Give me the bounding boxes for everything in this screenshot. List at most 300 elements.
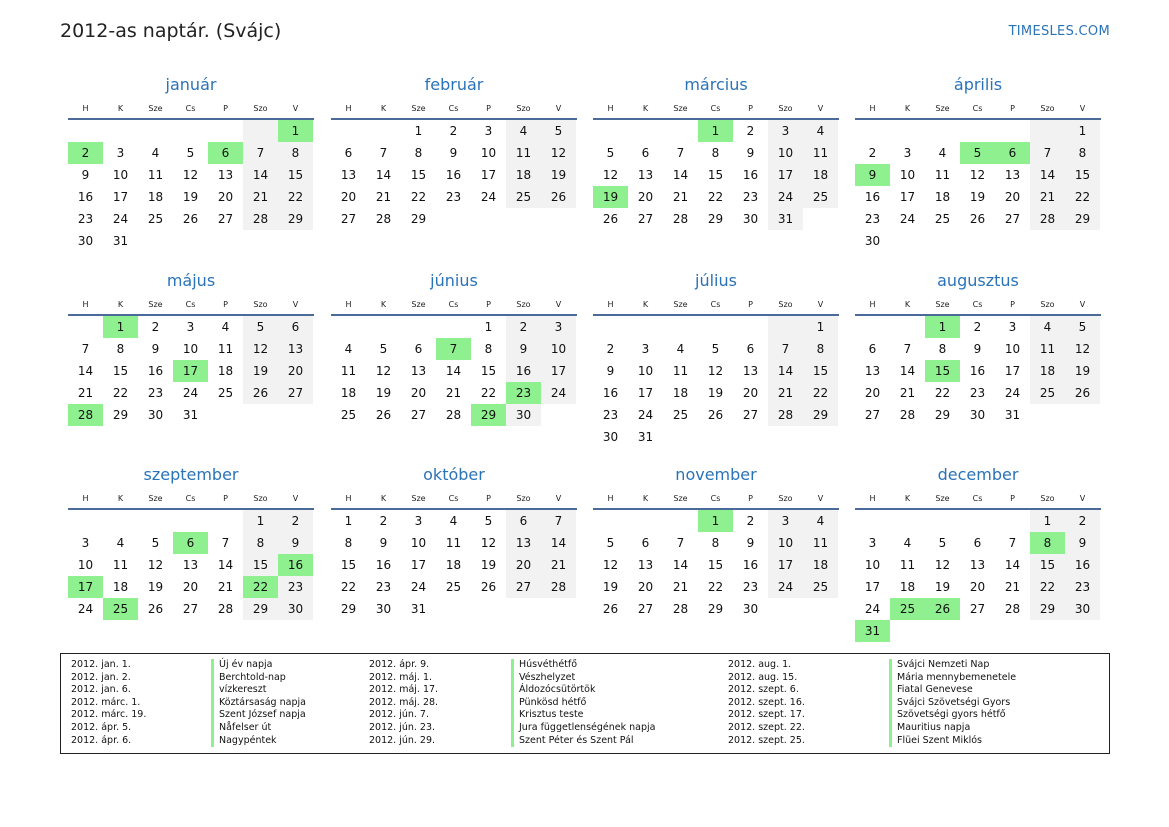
day-cell[interactable]: 28 — [1030, 208, 1065, 230]
day-cell[interactable]: 28 — [1004, 602, 1021, 616]
day-cell[interactable]: 11 — [445, 536, 462, 550]
day-cell[interactable]: 15 — [112, 364, 129, 378]
day-cell[interactable]: 27 — [864, 408, 881, 422]
day-cell[interactable]: 10 — [637, 364, 654, 378]
day-cell[interactable]: 26 — [969, 212, 986, 226]
day-cell[interactable]: 3 — [768, 510, 803, 532]
day-cell[interactable]: 19 — [147, 580, 164, 594]
day-cell[interactable]: 26 — [602, 602, 619, 616]
day-cell[interactable]: 11 — [217, 342, 234, 356]
day-cell[interactable]: 22 — [707, 190, 724, 204]
day-cell[interactable]: 19 — [243, 360, 278, 382]
day-cell[interactable]: 14 — [217, 558, 234, 572]
day-cell[interactable]: 14 — [899, 364, 916, 378]
day-cell[interactable]: 5 — [960, 142, 995, 164]
day-cell[interactable]: 8 — [803, 338, 838, 360]
day-cell[interactable]: 30 — [278, 598, 313, 620]
day-cell[interactable]: 4 — [344, 342, 353, 356]
day-cell[interactable]: 30 — [742, 602, 759, 616]
day-cell[interactable]: 15 — [707, 558, 724, 572]
day-cell[interactable]: 1 — [414, 124, 423, 138]
day-cell[interactable]: 19 — [934, 580, 951, 594]
day-cell[interactable]: 27 — [182, 602, 199, 616]
day-cell[interactable]: 13 — [637, 558, 654, 572]
day-cell[interactable]: 21 — [445, 386, 462, 400]
day-cell[interactable]: 16 — [742, 558, 759, 572]
day-cell[interactable]: 27 — [742, 408, 759, 422]
day-cell[interactable]: 18 — [340, 386, 357, 400]
day-cell[interactable]: 22 — [112, 386, 129, 400]
day-cell[interactable]: 23 — [864, 212, 881, 226]
day-cell[interactable]: 10 — [112, 168, 129, 182]
day-cell[interactable]: 22 — [934, 386, 951, 400]
day-cell[interactable]: 1 — [925, 316, 960, 338]
day-cell[interactable]: 20 — [864, 386, 881, 400]
day-cell[interactable]: 4 — [151, 146, 160, 160]
day-cell[interactable]: 18 — [445, 558, 462, 572]
day-cell[interactable]: 20 — [1004, 190, 1021, 204]
day-cell[interactable]: 22 — [278, 186, 313, 208]
day-cell[interactable]: 5 — [541, 120, 576, 142]
day-cell[interactable]: 20 — [742, 386, 759, 400]
day-cell[interactable]: 8 — [711, 536, 720, 550]
day-cell[interactable]: 16 — [864, 190, 881, 204]
day-cell[interactable]: 5 — [1065, 316, 1100, 338]
day-cell[interactable]: 25 — [103, 598, 138, 620]
day-cell[interactable]: 9 — [151, 342, 160, 356]
day-cell[interactable]: 25 — [672, 408, 689, 422]
day-cell[interactable]: 27 — [278, 382, 313, 404]
day-cell[interactable]: 21 — [899, 386, 916, 400]
day-cell[interactable]: 31 — [112, 234, 129, 248]
day-cell[interactable]: 21 — [768, 382, 803, 404]
day-cell[interactable]: 3 — [768, 120, 803, 142]
day-cell[interactable]: 9 — [278, 532, 313, 554]
day-cell[interactable]: 20 — [217, 190, 234, 204]
day-cell[interactable]: 28 — [672, 602, 689, 616]
day-cell[interactable]: 7 — [243, 142, 278, 164]
day-cell[interactable]: 26 — [925, 598, 960, 620]
day-cell[interactable]: 29 — [471, 404, 506, 426]
day-cell[interactable]: 8 — [414, 146, 423, 160]
day-cell[interactable]: 10 — [768, 142, 803, 164]
day-cell[interactable]: 18 — [934, 190, 951, 204]
day-cell[interactable]: 21 — [541, 554, 576, 576]
day-cell[interactable]: 8 — [1065, 142, 1100, 164]
day-cell[interactable]: 2 — [68, 142, 103, 164]
day-cell[interactable]: 4 — [803, 510, 838, 532]
day-cell[interactable]: 24 — [541, 382, 576, 404]
day-cell[interactable]: 19 — [593, 186, 628, 208]
day-cell[interactable]: 7 — [379, 146, 388, 160]
day-cell[interactable]: 19 — [182, 190, 199, 204]
day-cell[interactable]: 4 — [1030, 316, 1065, 338]
day-cell[interactable]: 15 — [707, 168, 724, 182]
day-cell[interactable]: 6 — [414, 342, 423, 356]
day-cell[interactable]: 17 — [410, 558, 427, 572]
day-cell[interactable]: 2 — [746, 124, 755, 138]
day-cell[interactable]: 16 — [1065, 554, 1100, 576]
day-cell[interactable]: 21 — [217, 580, 234, 594]
day-cell[interactable]: 14 — [445, 364, 462, 378]
day-cell[interactable]: 4 — [803, 120, 838, 142]
day-cell[interactable]: 18 — [672, 386, 689, 400]
day-cell[interactable]: 13 — [340, 168, 357, 182]
day-cell[interactable]: 13 — [742, 364, 759, 378]
day-cell[interactable]: 1 — [698, 120, 733, 142]
day-cell[interactable]: 17 — [899, 190, 916, 204]
day-cell[interactable]: 5 — [484, 514, 493, 528]
day-cell[interactable]: 3 — [81, 536, 90, 550]
day-cell[interactable]: 22 — [1030, 576, 1065, 598]
day-cell[interactable]: 13 — [1004, 168, 1021, 182]
day-cell[interactable]: 24 — [768, 186, 803, 208]
day-cell[interactable]: 10 — [899, 168, 916, 182]
day-cell[interactable]: 24 — [480, 190, 497, 204]
day-cell[interactable]: 14 — [541, 532, 576, 554]
day-cell[interactable]: 14 — [1030, 164, 1065, 186]
day-cell[interactable]: 15 — [410, 168, 427, 182]
day-cell[interactable]: 20 — [969, 580, 986, 594]
day-cell[interactable]: 9 — [606, 364, 615, 378]
day-cell[interactable]: 14 — [77, 364, 94, 378]
day-cell[interactable]: 7 — [1030, 142, 1065, 164]
day-cell[interactable]: 30 — [969, 408, 986, 422]
day-cell[interactable]: 4 — [676, 342, 685, 356]
day-cell[interactable]: 18 — [147, 190, 164, 204]
day-cell[interactable]: 2 — [1065, 510, 1100, 532]
day-cell[interactable]: 4 — [116, 536, 125, 550]
day-cell[interactable]: 10 — [410, 536, 427, 550]
day-cell[interactable]: 14 — [243, 164, 278, 186]
day-cell[interactable]: 26 — [147, 602, 164, 616]
day-cell[interactable]: 21 — [672, 190, 689, 204]
day-cell[interactable]: 12 — [934, 558, 951, 572]
day-cell[interactable]: 16 — [602, 386, 619, 400]
day-cell[interactable]: 30 — [1065, 598, 1100, 620]
day-cell[interactable]: 25 — [803, 186, 838, 208]
day-cell[interactable]: 11 — [803, 142, 838, 164]
day-cell[interactable]: 2 — [379, 514, 388, 528]
day-cell[interactable]: 29 — [340, 602, 357, 616]
day-cell[interactable]: 26 — [375, 408, 392, 422]
day-cell[interactable]: 30 — [147, 408, 164, 422]
day-cell[interactable]: 27 — [340, 212, 357, 226]
day-cell[interactable]: 29 — [803, 404, 838, 426]
day-cell[interactable]: 8 — [938, 342, 947, 356]
day-cell[interactable]: 24 — [77, 602, 94, 616]
day-cell[interactable]: 5 — [379, 342, 388, 356]
day-cell[interactable]: 7 — [541, 510, 576, 532]
day-cell[interactable]: 24 — [864, 602, 881, 616]
day-cell[interactable]: 22 — [243, 576, 278, 598]
day-cell[interactable]: 20 — [340, 190, 357, 204]
day-cell[interactable]: 21 — [672, 580, 689, 594]
day-cell[interactable]: 11 — [506, 142, 541, 164]
day-cell[interactable]: 18 — [112, 580, 129, 594]
day-cell[interactable]: 3 — [903, 146, 912, 160]
day-cell[interactable]: 1 — [103, 316, 138, 338]
day-cell[interactable]: 29 — [707, 212, 724, 226]
day-cell[interactable]: 7 — [676, 536, 685, 550]
day-cell[interactable]: 28 — [672, 212, 689, 226]
day-cell[interactable]: 3 — [1008, 320, 1017, 334]
day-cell[interactable]: 26 — [541, 186, 576, 208]
day-cell[interactable]: 18 — [506, 164, 541, 186]
day-cell[interactable]: 3 — [868, 536, 877, 550]
day-cell[interactable]: 11 — [147, 168, 164, 182]
day-cell[interactable]: 13 — [506, 532, 541, 554]
day-cell[interactable]: 23 — [969, 386, 986, 400]
day-cell[interactable]: 6 — [641, 536, 650, 550]
day-cell[interactable]: 12 — [147, 558, 164, 572]
day-cell[interactable]: 31 — [182, 408, 199, 422]
day-cell[interactable]: 22 — [707, 580, 724, 594]
day-cell[interactable]: 2 — [973, 320, 982, 334]
day-cell[interactable]: 3 — [414, 514, 423, 528]
day-cell[interactable]: 9 — [81, 168, 90, 182]
day-cell[interactable]: 15 — [803, 360, 838, 382]
day-cell[interactable]: 2 — [449, 124, 458, 138]
day-cell[interactable]: 8 — [243, 532, 278, 554]
day-cell[interactable]: 23 — [506, 382, 541, 404]
day-cell[interactable]: 12 — [243, 338, 278, 360]
day-cell[interactable]: 26 — [182, 212, 199, 226]
day-cell[interactable]: 11 — [112, 558, 129, 572]
day-cell[interactable]: 31 — [410, 602, 427, 616]
day-cell[interactable]: 14 — [768, 360, 803, 382]
day-cell[interactable]: 27 — [637, 212, 654, 226]
day-cell[interactable]: 9 — [973, 342, 982, 356]
day-cell[interactable]: 29 — [1030, 598, 1065, 620]
day-cell[interactable]: 3 — [116, 146, 125, 160]
day-cell[interactable]: 3 — [484, 124, 493, 138]
day-cell[interactable]: 6 — [173, 532, 208, 554]
day-cell[interactable]: 9 — [449, 146, 458, 160]
day-cell[interactable]: 13 — [410, 364, 427, 378]
day-cell[interactable]: 8 — [116, 342, 125, 356]
day-cell[interactable]: 23 — [278, 576, 313, 598]
day-cell[interactable]: 15 — [340, 558, 357, 572]
day-cell[interactable]: 18 — [1030, 360, 1065, 382]
day-cell[interactable]: 10 — [768, 532, 803, 554]
day-cell[interactable]: 2 — [506, 316, 541, 338]
day-cell[interactable]: 10 — [182, 342, 199, 356]
day-cell[interactable]: 1 — [243, 510, 278, 532]
day-cell[interactable]: 9 — [746, 536, 755, 550]
day-cell[interactable]: 29 — [707, 602, 724, 616]
day-cell[interactable]: 7 — [81, 342, 90, 356]
day-cell[interactable]: 25 — [803, 576, 838, 598]
day-cell[interactable]: 1 — [803, 316, 838, 338]
day-cell[interactable]: 13 — [217, 168, 234, 182]
day-cell[interactable]: 6 — [344, 146, 353, 160]
day-cell[interactable]: 5 — [606, 536, 615, 550]
day-cell[interactable]: 2 — [278, 510, 313, 532]
day-cell[interactable]: 15 — [243, 554, 278, 576]
day-cell[interactable]: 30 — [506, 404, 541, 426]
day-cell[interactable]: 7 — [903, 342, 912, 356]
day-cell[interactable]: 24 — [182, 386, 199, 400]
day-cell[interactable]: 16 — [445, 168, 462, 182]
day-cell[interactable]: 7 — [436, 338, 471, 360]
day-cell[interactable]: 9 — [379, 536, 388, 550]
day-cell[interactable]: 24 — [410, 580, 427, 594]
day-cell[interactable]: 26 — [602, 212, 619, 226]
day-cell[interactable]: 28 — [68, 404, 103, 426]
day-cell[interactable]: 22 — [480, 386, 497, 400]
day-cell[interactable]: 2 — [606, 342, 615, 356]
day-cell[interactable]: 22 — [1065, 186, 1100, 208]
day-cell[interactable]: 22 — [803, 382, 838, 404]
day-cell[interactable]: 13 — [278, 338, 313, 360]
day-cell[interactable]: 6 — [868, 342, 877, 356]
day-cell[interactable]: 17 — [864, 580, 881, 594]
day-cell[interactable]: 28 — [899, 408, 916, 422]
day-cell[interactable]: 5 — [711, 342, 720, 356]
day-cell[interactable]: 19 — [541, 164, 576, 186]
day-cell[interactable]: 11 — [672, 364, 689, 378]
day-cell[interactable]: 17 — [68, 576, 103, 598]
day-cell[interactable]: 12 — [541, 142, 576, 164]
day-cell[interactable]: 16 — [375, 558, 392, 572]
day-cell[interactable]: 18 — [803, 554, 838, 576]
day-cell[interactable]: 29 — [243, 598, 278, 620]
day-cell[interactable]: 1 — [1065, 120, 1100, 142]
day-cell[interactable]: 31 — [1004, 408, 1021, 422]
day-cell[interactable]: 10 — [77, 558, 94, 572]
day-cell[interactable]: 1 — [698, 510, 733, 532]
day-cell[interactable]: 21 — [375, 190, 392, 204]
day-cell[interactable]: 17 — [637, 386, 654, 400]
day-cell[interactable]: 17 — [768, 164, 803, 186]
day-cell[interactable]: 4 — [938, 146, 947, 160]
day-cell[interactable]: 26 — [707, 408, 724, 422]
day-cell[interactable]: 23 — [147, 386, 164, 400]
day-cell[interactable]: 23 — [1065, 576, 1100, 598]
day-cell[interactable]: 25 — [890, 598, 925, 620]
day-cell[interactable]: 28 — [243, 208, 278, 230]
day-cell[interactable]: 4 — [903, 536, 912, 550]
day-cell[interactable]: 11 — [340, 364, 357, 378]
day-cell[interactable]: 14 — [672, 168, 689, 182]
day-cell[interactable]: 13 — [637, 168, 654, 182]
day-cell[interactable]: 2 — [151, 320, 160, 334]
day-cell[interactable]: 14 — [672, 558, 689, 572]
day-cell[interactable]: 7 — [676, 146, 685, 160]
day-cell[interactable]: 6 — [278, 316, 313, 338]
day-cell[interactable]: 7 — [221, 536, 230, 550]
day-cell[interactable]: 14 — [375, 168, 392, 182]
day-cell[interactable]: 21 — [77, 386, 94, 400]
day-cell[interactable]: 15 — [1065, 164, 1100, 186]
day-cell[interactable]: 11 — [934, 168, 951, 182]
day-cell[interactable]: 10 — [864, 558, 881, 572]
day-cell[interactable]: 5 — [606, 146, 615, 160]
day-cell[interactable]: 10 — [480, 146, 497, 160]
day-cell[interactable]: 17 — [768, 554, 803, 576]
day-cell[interactable]: 20 — [637, 190, 654, 204]
day-cell[interactable]: 27 — [637, 602, 654, 616]
day-cell[interactable]: 19 — [1065, 360, 1100, 382]
day-cell[interactable]: 23 — [445, 190, 462, 204]
day-cell[interactable]: 6 — [208, 142, 243, 164]
day-cell[interactable]: 30 — [602, 430, 619, 444]
day-cell[interactable]: 29 — [1065, 208, 1100, 230]
day-cell[interactable]: 20 — [637, 580, 654, 594]
day-cell[interactable]: 25 — [445, 580, 462, 594]
day-cell[interactable]: 19 — [375, 386, 392, 400]
day-cell[interactable]: 15 — [480, 364, 497, 378]
day-cell[interactable]: 11 — [1030, 338, 1065, 360]
day-cell[interactable]: 25 — [340, 408, 357, 422]
day-cell[interactable]: 6 — [641, 146, 650, 160]
day-cell[interactable]: 16 — [77, 190, 94, 204]
day-cell[interactable]: 19 — [602, 580, 619, 594]
day-cell[interactable]: 16 — [969, 364, 986, 378]
day-cell[interactable]: 12 — [969, 168, 986, 182]
day-cell[interactable]: 29 — [934, 408, 951, 422]
day-cell[interactable]: 24 — [768, 576, 803, 598]
day-cell[interactable]: 28 — [217, 602, 234, 616]
day-cell[interactable]: 5 — [938, 536, 947, 550]
day-cell[interactable]: 28 — [375, 212, 392, 226]
day-cell[interactable]: 6 — [973, 536, 982, 550]
day-cell[interactable]: 25 — [506, 186, 541, 208]
day-cell[interactable]: 26 — [243, 382, 278, 404]
day-cell[interactable]: 30 — [77, 234, 94, 248]
day-cell[interactable]: 5 — [151, 536, 160, 550]
day-cell[interactable]: 8 — [484, 342, 493, 356]
day-cell[interactable]: 29 — [112, 408, 129, 422]
day-cell[interactable]: 15 — [278, 164, 313, 186]
day-cell[interactable]: 3 — [541, 316, 576, 338]
day-cell[interactable]: 24 — [112, 212, 129, 226]
day-cell[interactable]: 4 — [221, 320, 230, 334]
day-cell[interactable]: 27 — [506, 576, 541, 598]
day-cell[interactable]: 31 — [768, 208, 803, 230]
day-cell[interactable]: 29 — [410, 212, 427, 226]
day-cell[interactable]: 7 — [1008, 536, 1017, 550]
day-cell[interactable]: 16 — [506, 360, 541, 382]
day-cell[interactable]: 17 — [541, 360, 576, 382]
day-cell[interactable]: 20 — [506, 554, 541, 576]
day-cell[interactable]: 17 — [112, 190, 129, 204]
day-cell[interactable]: 23 — [742, 190, 759, 204]
day-cell[interactable]: 12 — [182, 168, 199, 182]
day-cell[interactable]: 25 — [217, 386, 234, 400]
day-cell[interactable]: 4 — [506, 120, 541, 142]
day-cell[interactable]: 8 — [711, 146, 720, 160]
day-cell[interactable]: 20 — [278, 360, 313, 382]
day-cell[interactable]: 4 — [449, 514, 458, 528]
day-cell[interactable]: 12 — [602, 168, 619, 182]
day-cell[interactable]: 26 — [480, 580, 497, 594]
day-cell[interactable]: 9 — [506, 338, 541, 360]
day-cell[interactable]: 25 — [1030, 382, 1065, 404]
day-cell[interactable]: 2 — [746, 514, 755, 528]
day-cell[interactable]: 6 — [746, 342, 755, 356]
day-cell[interactable]: 18 — [217, 364, 234, 378]
day-cell[interactable]: 18 — [803, 164, 838, 186]
day-cell[interactable]: 24 — [899, 212, 916, 226]
day-cell[interactable]: 15 — [925, 360, 960, 382]
site-link[interactable]: TIMESLES.COM — [1008, 24, 1110, 39]
day-cell[interactable]: 25 — [147, 212, 164, 226]
day-cell[interactable]: 12 — [602, 558, 619, 572]
day-cell[interactable]: 2 — [868, 146, 877, 160]
day-cell[interactable]: 1 — [278, 120, 313, 142]
